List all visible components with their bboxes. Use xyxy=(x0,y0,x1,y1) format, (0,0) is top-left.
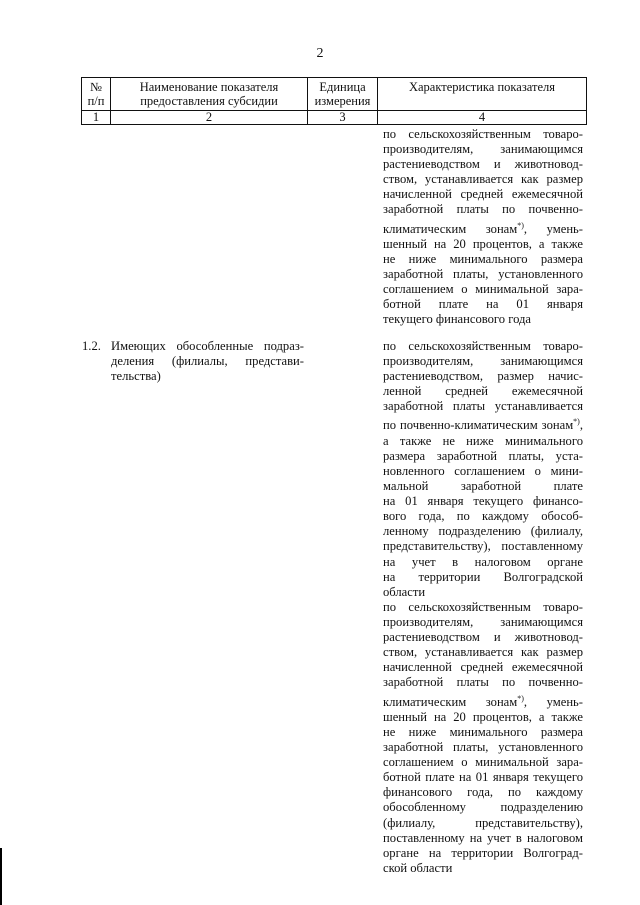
text-line: представительству), поставленному xyxy=(383,539,583,554)
footnote-marker: *) xyxy=(517,220,524,230)
footnote-marker: *) xyxy=(573,417,580,427)
text-line: ленному подразделению (филиалу, xyxy=(383,524,583,539)
text-line: ботной плате на 01 января xyxy=(383,297,583,312)
text-line: растениеводством и животновод- xyxy=(383,157,583,172)
characteristic-block-2 xyxy=(383,339,583,600)
text-line: производителям, занимающимся xyxy=(383,354,583,369)
text-line: а также не ниже минимального xyxy=(383,433,583,448)
text-line: климатическим зонам*), умень- xyxy=(383,693,583,709)
text-line: мальной заработной плате xyxy=(383,479,583,494)
text-line: начисленной средней ежемесячной xyxy=(383,660,583,675)
text-line: шенный на 20 процентов, а также xyxy=(383,709,583,724)
header-col-name-line1: Наименование показателя xyxy=(139,80,279,94)
header-num-1: 1 xyxy=(82,111,111,125)
header-col-unit-line2: измерения xyxy=(314,94,371,108)
header-num-3: 3 xyxy=(308,111,378,125)
header-numbers-row xyxy=(82,111,587,125)
text-line: растениеводством, размер начис- xyxy=(383,369,583,384)
text-line: деления (филиалы, представи- xyxy=(111,354,304,369)
text-line: текущего финансового года xyxy=(383,312,532,327)
text-line: вого года, по каждому обособ- xyxy=(383,509,583,524)
characteristic-block-3 xyxy=(383,600,583,876)
text-line: заработной платы, установленного xyxy=(383,740,583,755)
header-num-2: 2 xyxy=(111,111,308,125)
text-line: размера заработной платы, уста- xyxy=(383,448,583,463)
text-line: обособленному подразделению xyxy=(383,800,583,815)
text-line: области xyxy=(383,584,426,599)
text-line: поставленному на учет в налоговом xyxy=(383,830,583,845)
characteristic-block-1 xyxy=(383,127,583,327)
header-col-characteristic: Характеристика показателя xyxy=(378,78,587,111)
text-line: ством, устанавливается как размер xyxy=(383,172,583,187)
text-line: заработной платы по почвенно- xyxy=(383,675,583,690)
text-line: шенный на 20 процентов, а также xyxy=(383,236,583,251)
text-line: ством, устанавливается как размер xyxy=(383,645,583,660)
header-table xyxy=(81,77,587,125)
text-line: производителям, занимающимся xyxy=(383,615,583,630)
text-line: ботной плате на 01 января текущего xyxy=(383,770,583,785)
text-line: на учет в налоговом органе xyxy=(383,554,583,569)
text-line: заработной платы, установленного xyxy=(383,267,583,282)
text-line: новленного соглашением о мини- xyxy=(383,463,583,478)
scan-edge-mark xyxy=(0,848,2,905)
row-number-1-2: 1.2. xyxy=(82,339,101,353)
text-line: соглашением о минимальной зара- xyxy=(383,282,583,297)
text-line: ской области xyxy=(383,860,453,875)
text-line: начисленной средней ежемесячной xyxy=(383,187,583,202)
text-line: ленной средней ежемесячной xyxy=(383,384,583,399)
footnote-marker: *) xyxy=(517,693,524,703)
text-line: соглашением о минимальной зара- xyxy=(383,755,583,770)
text-line: органе на территории Волгоград- xyxy=(383,845,583,860)
text-line: заработной платы устанавливается xyxy=(383,399,583,414)
header-num-4: 4 xyxy=(378,111,587,125)
text-line: заработной платы по почвенно- xyxy=(383,202,583,217)
text-line: тельства) xyxy=(111,369,161,384)
text-line: финансового года, по каждому xyxy=(383,785,583,800)
header-col-number-line1: № xyxy=(90,80,102,94)
text-line: производителям, занимающимся xyxy=(383,142,583,157)
header-col-name xyxy=(111,78,308,111)
text-line: по сельскохозяйственным товаро- xyxy=(383,600,583,614)
text-line: по сельскохозяйственным товаро- xyxy=(383,339,583,353)
text-line: климатическим зонам*), умень- xyxy=(383,220,583,236)
text-line: на 01 января текущего финансо- xyxy=(383,494,583,509)
text-line: по почвенно-климатическим зонам*), xyxy=(383,417,583,433)
header-col-number xyxy=(82,78,111,111)
text-line: на территории Волгоградской xyxy=(383,569,583,584)
text-line: растениеводством и животновод- xyxy=(383,630,583,645)
header-col-number-line2: п/п xyxy=(87,94,105,108)
header-col-unit xyxy=(308,78,378,111)
text-line: (филиалу, представительству), xyxy=(383,815,583,830)
header-col-unit-line1: Единица xyxy=(319,80,366,94)
header-col-name-line2: предоставления субсидии xyxy=(140,94,278,108)
header-titles-row xyxy=(82,78,587,111)
row-name-1-2 xyxy=(111,339,304,384)
text-line: Имеющих обособленные подраз- xyxy=(111,339,304,353)
text-line: не ниже минимального размера xyxy=(383,724,583,739)
text-line: не ниже минимального размера xyxy=(383,251,583,266)
page-number: 2 xyxy=(316,46,324,61)
text-line: по сельскохозяйственным товаро- xyxy=(383,127,583,141)
